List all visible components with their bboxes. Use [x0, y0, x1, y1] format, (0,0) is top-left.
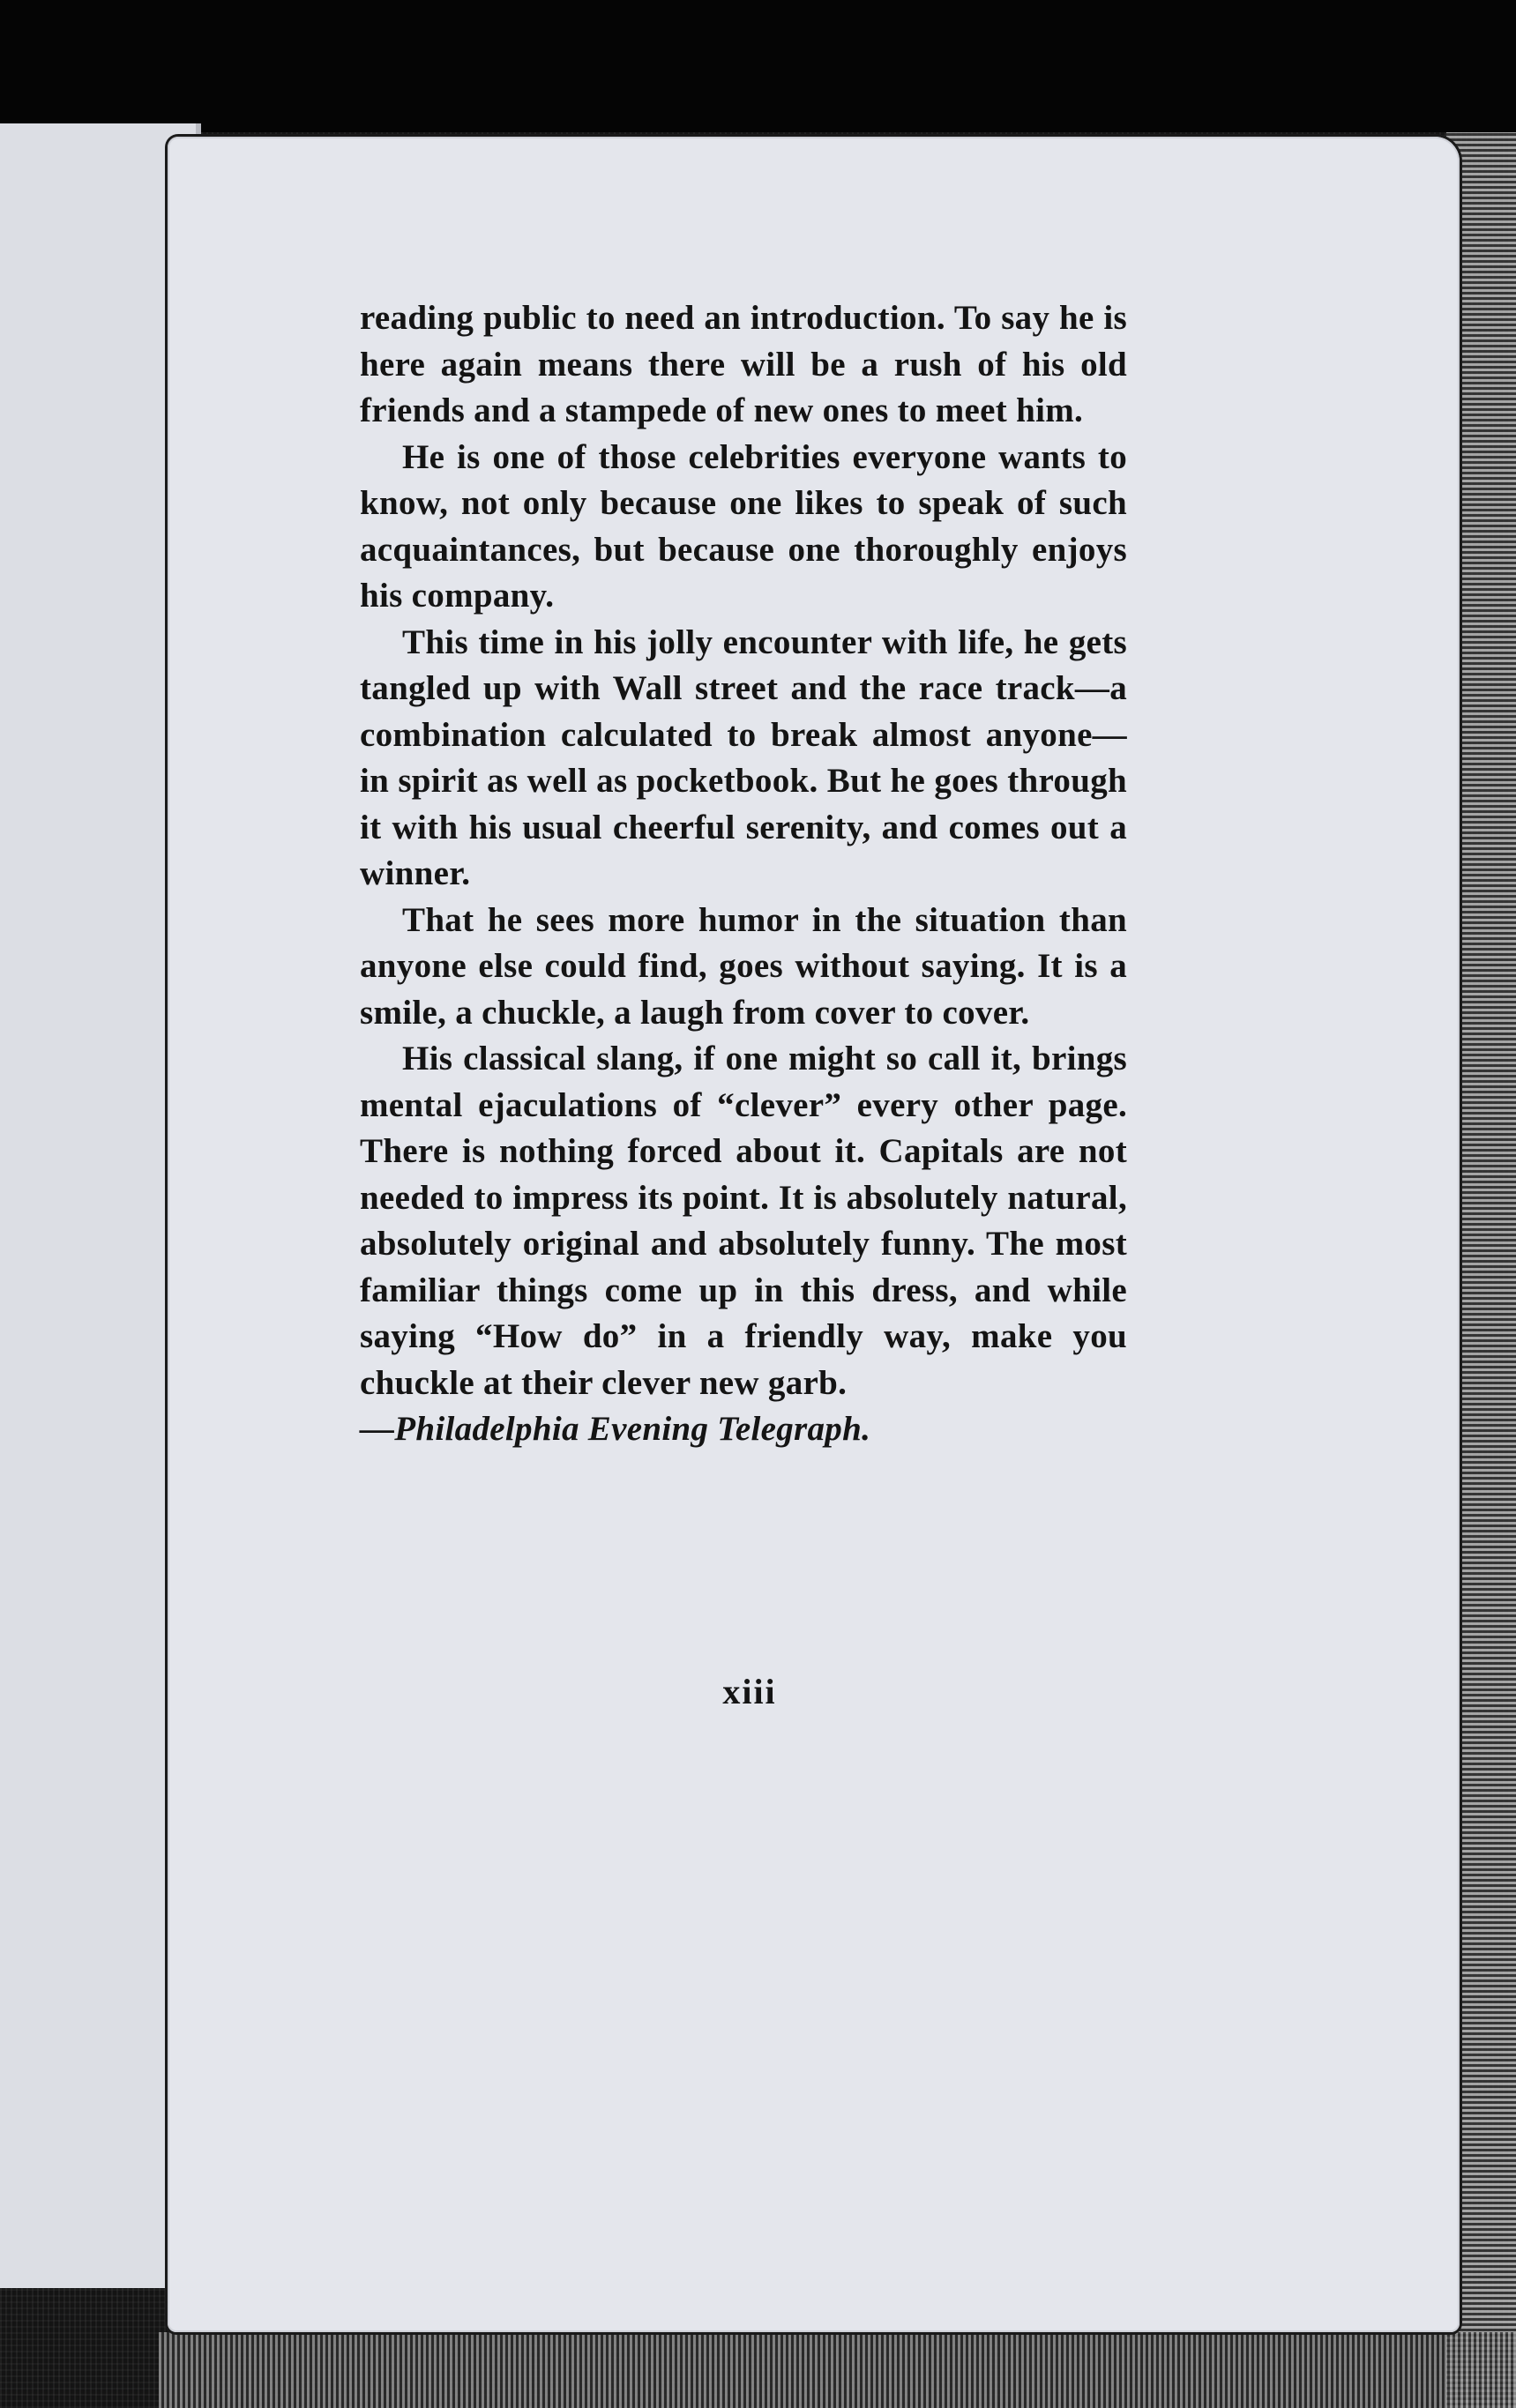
paragraph: reading public to need an introduction. To say he is here again means there will be a rush of his old friends and a stampede of new ones to meet him. [360, 299, 1127, 429]
page-text [360, 295, 1127, 1453]
scan-top-border [0, 0, 1516, 132]
scan-bottom-edge [159, 2332, 1516, 2408]
paragraph: His classical slang, if one might so call it, brings mental ejaculations of “clever” every other page. There is nothing forced about it. Capitals are not needed to impress its point. It is absolutely natural, absolutely original and absolutely funny. The most familiar things come up in this dress, and while saying “How do” in a friendly way, make you chuckle at their clever new garb. [360, 1040, 1127, 1402]
page-number: xiii [722, 1672, 777, 1711]
paragraph: This time in his jolly encounter with life, he gets tangled up with Wall street and the race track—a combination calculated to break almost anyone—in spirit as well as pocketbook. But he goes through it with his usual cheerful serenity, and comes out a winner. [360, 623, 1127, 892]
source-attribution: —Philadelphia Evening Telegraph. [360, 1410, 871, 1448]
paragraph: He is one of those celebrities everyone wants to know, not only because one likes to speak of such acquaintances, but because one thoroughly enjoys his company. [360, 437, 1127, 615]
paragraph: That he sees more humor in the situation than anyone else could find, goes without saying. It is a smile, a chuckle, a laugh from cover to cover. [360, 900, 1127, 1032]
